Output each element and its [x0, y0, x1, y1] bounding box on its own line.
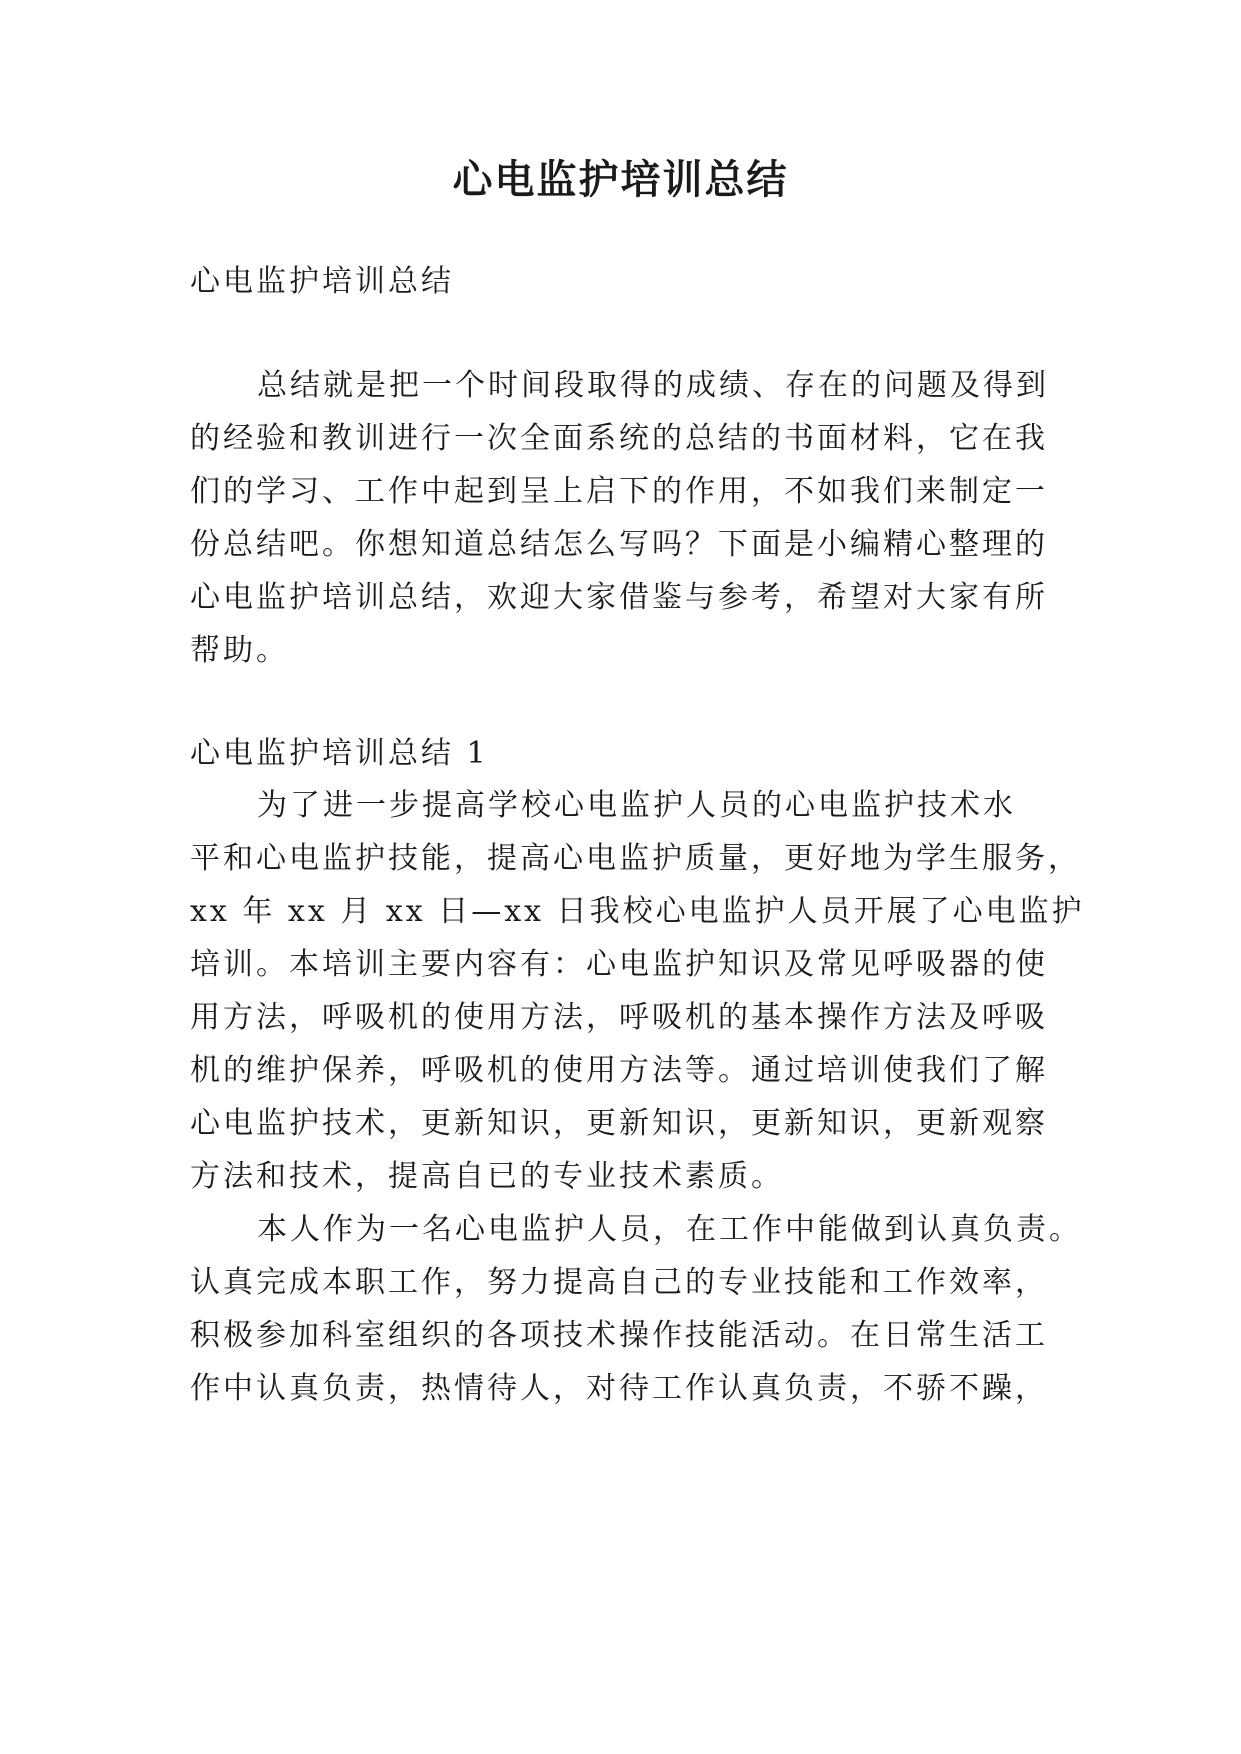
intro-line-2: 的经验和教训进行一次全面系统的总结的书面材料，它在我: [190, 421, 1048, 456]
section-p2-line-2: 认真完成本职工作，努力提高自己的专业技能和工作效率，: [190, 1265, 1048, 1300]
section-p1-line-4: 培训。本培训主要内容有：心电监护知识及常见呼吸器的使: [190, 947, 1048, 982]
document-title: 心电监护培训总结: [452, 156, 789, 203]
intro-line-1: 总结就是把一个时间段取得的成绩、存在的问题及得到: [257, 368, 1049, 403]
section-heading: 心电监护培训总结 1: [190, 736, 489, 771]
section-p1-line-8: 方法和技术，提高自已的专业技术素质。: [190, 1159, 784, 1194]
section-p2-line-3: 积极参加科室组织的各项技术操作技能活动。在日常生活工: [190, 1318, 1048, 1353]
section-p1-line-1: 为了进一步提高学校心电监护人员的心电监护技术水: [257, 788, 1016, 823]
section-p1-line-7: 心电监护技术，更新知识，更新知识，更新知识，更新观察: [190, 1106, 1048, 1141]
section-p1-line-6: 机的维护保养，呼吸机的使用方法等。通过培训使我们了解: [190, 1053, 1048, 1088]
intro-line-5: 心电监护培训总结，欢迎大家借鉴与参考，希望对大家有所: [190, 580, 1048, 615]
intro-line-6: 帮助。: [190, 633, 289, 668]
section-p1-line-5: 用方法，呼吸机的使用方法，呼吸机的基本操作方法及呼吸: [190, 1000, 1048, 1035]
section-p1-line-3: xx 年 xx 月 xx 日—xx 日我校心电监护人员开展了心电监护: [190, 894, 1085, 929]
document-subtitle: 心电监护培训总结: [190, 264, 454, 299]
section-p2-line-1: 本人作为一名心电监护人员，在工作中能做到认真负责。: [257, 1212, 1082, 1247]
section-p2-line-4: 作中认真负责，热情待人，对待工作认真负责，不骄不躁，: [190, 1371, 1048, 1406]
intro-line-4: 份总结吧。你想知道总结怎么写吗？下面是小编精心整理的: [190, 527, 1048, 562]
intro-line-3: 们的学习、工作中起到呈上启下的作用，不如我们来制定一: [190, 474, 1048, 509]
section-p1-line-2: 平和心电监护技能，提高心电监护质量，更好地为学生服务，: [190, 841, 1081, 876]
